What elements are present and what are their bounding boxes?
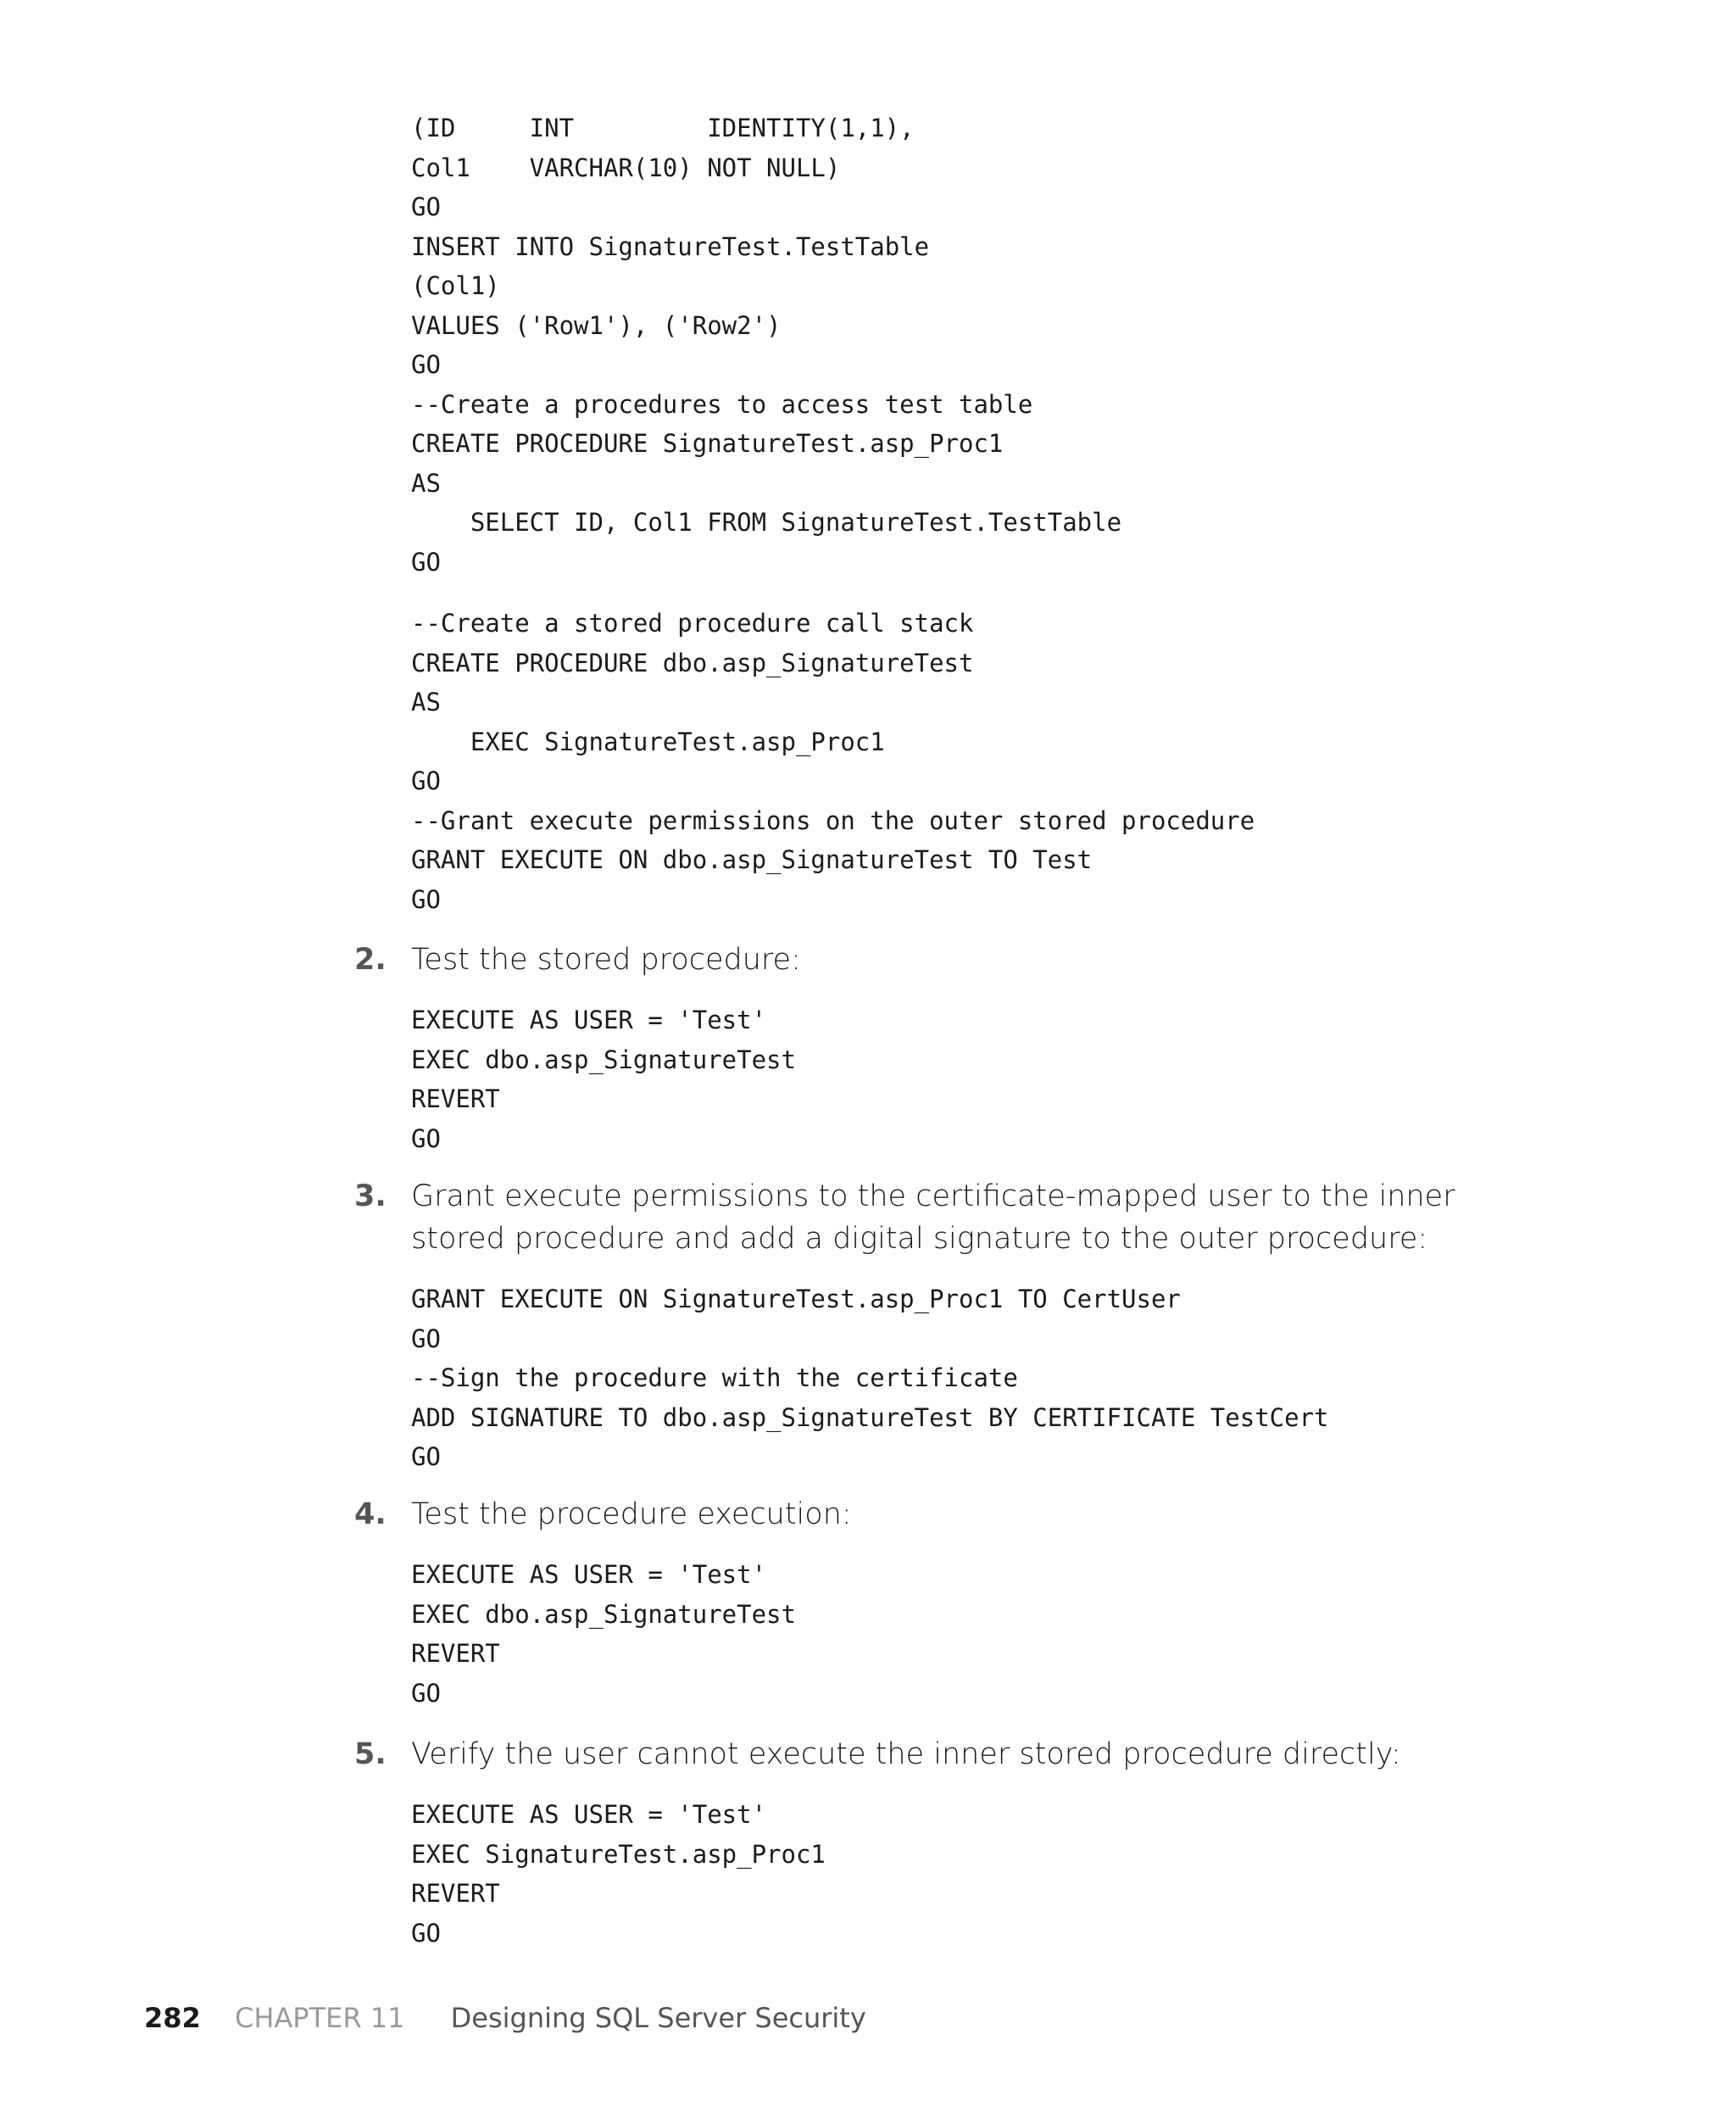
- step-text: Verify the user cannot execute the inner stored procedure directly:: [411, 1737, 1401, 1771]
- chapter-title: Designing SQL Server Security: [450, 2002, 866, 2034]
- step-number: 3.: [354, 1179, 387, 1213]
- step-number: 2.: [354, 943, 387, 977]
- code-block-call-stack: --Create a stored procedure call stack CREATE PROCEDURE dbo.asp_SignatureTest AS EXEC SignatureTest.asp_Proc1 GO --Grant execute permissions on the outer stored procedure GRANT EXECUTE ON dbo.asp_SignatureTest TO Test GO: [411, 609, 1255, 914]
- step-number: 4.: [354, 1497, 387, 1531]
- page-footer: [144, 1999, 866, 2037]
- code-block-create-table-and-proc: (ID INT IDENTITY(1,1), Col1 VARCHAR(10) NOT NULL) GO INSERT INTO SignatureTest.TestTable (Col1) VALUES ('Row1'), ('Row2') GO --Create a procedures to access test table CREATE PROCEDURE SignatureTest.asp_Proc1 AS SELECT ID, Col1 FROM SignatureTest.TestTable GO: [411, 114, 1122, 577]
- step-text: Test the stored procedure:: [411, 943, 801, 977]
- step-text: Grant execute permissions to the certificate-mapped user to the inner stored procedure and add a digital signature to the outer procedure:: [411, 1179, 1455, 1256]
- page-number: 282: [144, 2002, 201, 2034]
- code-block-test-execution: EXECUTE AS USER = 'Test' EXEC dbo.asp_SignatureTest REVERT GO: [411, 1560, 796, 1708]
- chapter-label: CHAPTER 11: [234, 2002, 405, 2034]
- step-text: Test the procedure execution:: [411, 1497, 852, 1531]
- code-block-grant-and-sign: GRANT EXECUTE ON SignatureTest.asp_Proc1 TO CertUser GO --Sign the procedure with the certificate ADD SIGNATURE TO dbo.asp_SignatureTest BY CERTIFICATE TestCert GO: [411, 1285, 1329, 1471]
- code-block-verify-direct-execution: EXECUTE AS USER = 'Test' EXEC SignatureTest.asp_Proc1 REVERT GO: [411, 1800, 826, 1948]
- code-block-test-procedure: EXECUTE AS USER = 'Test' EXEC dbo.asp_SignatureTest REVERT GO: [411, 1006, 796, 1153]
- step-number: 5.: [354, 1737, 387, 1771]
